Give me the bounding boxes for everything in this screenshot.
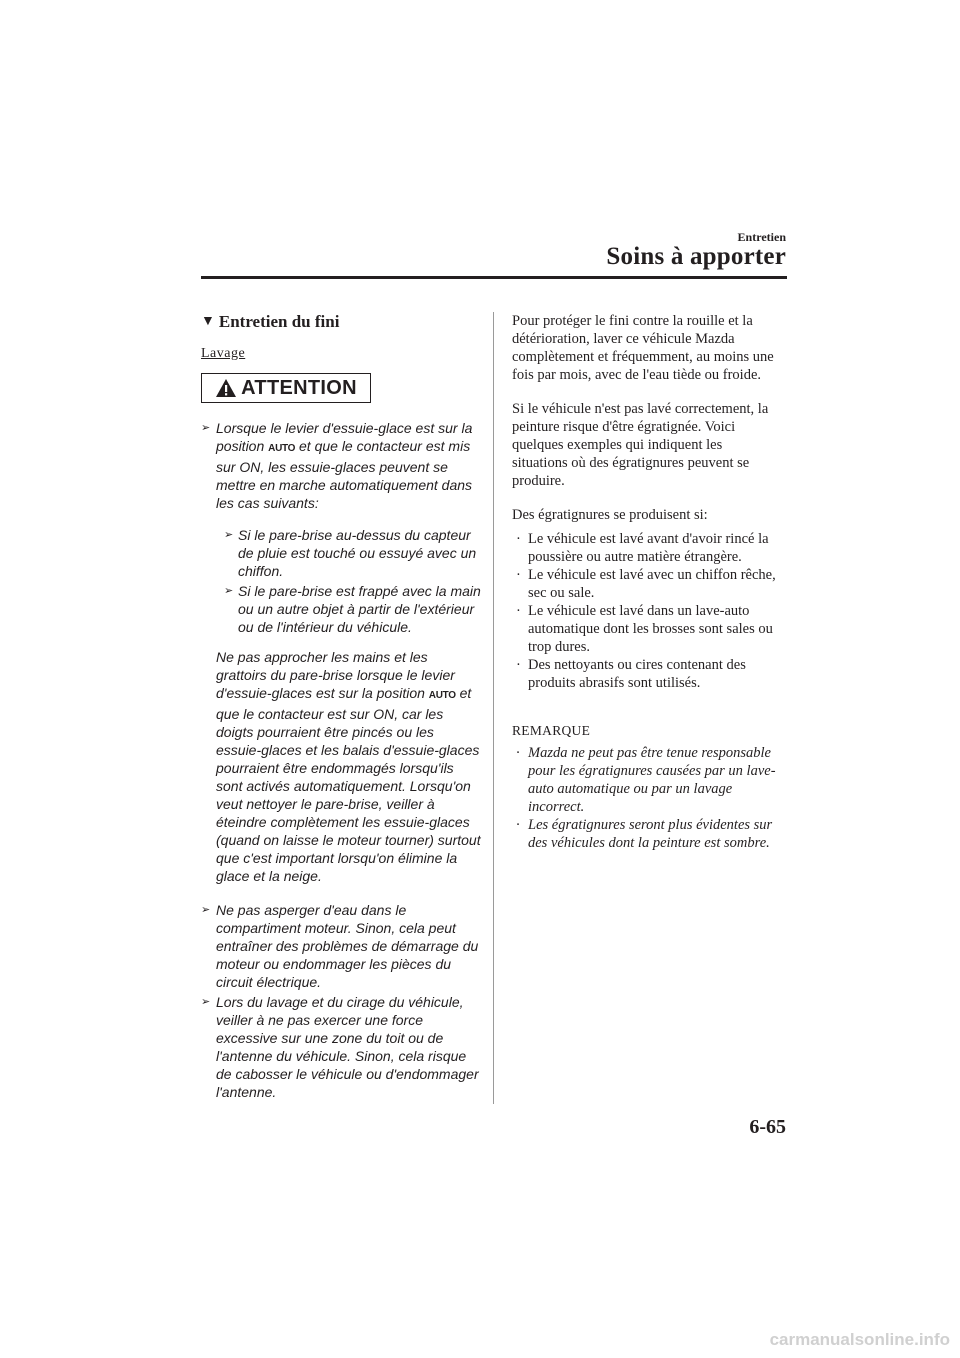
note-title: REMARQUE bbox=[512, 723, 591, 738]
bullet-dot-icon: · bbox=[516, 817, 520, 833]
warning-subitem-text: Si le pare-brise au-dessus du capteur de pluie est touché ou essuyé avec un chiffon. bbox=[238, 527, 477, 579]
section-heading-text: Entretien du fini bbox=[218, 312, 340, 331]
body-paragraph: Des égratignures se produisent si: bbox=[512, 507, 708, 523]
note-item-text: Mazda ne peut pas être tenue responsable pour les égratignures causées par un lave-auto automatique ou par un lavage incorrect. bbox=[528, 745, 776, 815]
left-column bbox=[201, 312, 481, 1101]
triangle-right-icon: ➢ bbox=[224, 529, 234, 541]
auto-symbol: AUTO bbox=[428, 690, 456, 701]
list-item bbox=[512, 530, 780, 566]
warning-subitem-text: Si le pare-brise est frappé avec la main ou un autre objet à partir de l'extérieur ou de l'intérieur du véhicule. bbox=[238, 583, 481, 635]
bullet-dot-icon: · bbox=[516, 745, 520, 761]
bullet-dot-icon: · bbox=[516, 531, 521, 547]
auto-symbol: AUTO bbox=[268, 443, 296, 454]
list-item bbox=[512, 602, 780, 656]
bullet-dot-icon: · bbox=[516, 603, 521, 619]
bullet-dot-icon: · bbox=[516, 567, 521, 583]
triangle-right-icon: ➢ bbox=[201, 904, 211, 916]
warning-item-text: Ne pas asperger d'eau dans le compartiment moteur. Sinon, cela peut entraîner des problèmes de démarrage du moteur ou endommager les pièces du circuit électrique. bbox=[216, 902, 479, 990]
warning-item-text: Lorsque le levier d'essuie-glace est sur la position bbox=[216, 420, 473, 454]
list-item bbox=[512, 566, 780, 602]
list-item bbox=[512, 656, 780, 692]
warning-paragraph bbox=[216, 648, 481, 885]
warning-subitem bbox=[224, 526, 481, 580]
note-item bbox=[512, 816, 780, 852]
warning-item bbox=[201, 419, 481, 885]
attention-label: ATTENTION bbox=[241, 376, 357, 399]
section-heading bbox=[201, 312, 481, 332]
triangle-right-icon: ➢ bbox=[224, 585, 234, 597]
warning-item bbox=[201, 993, 481, 1101]
bullet-dot-icon: · bbox=[516, 657, 521, 673]
right-column bbox=[512, 312, 780, 852]
column-divider bbox=[493, 312, 494, 1104]
warning-subitem bbox=[224, 582, 481, 636]
warning-item-text: et que le contacteur est mis sur ON, les essuie-glaces peuvent se mettre en marche automatiquement dans les cas suivants: bbox=[216, 438, 473, 511]
warning-content bbox=[201, 419, 481, 1101]
note-item bbox=[512, 744, 780, 816]
header-section-label: Entretien bbox=[737, 230, 786, 244]
body-paragraph: Si le véhicule n'est pas lavé correctement, la peinture risque d'être égratignée. Voici quelques exemples qui indiquent les situations où des égratignures peuvent se produire. bbox=[512, 401, 769, 489]
list-item-text: Le véhicule est lavé avec un chiffon rêche, sec ou sale. bbox=[528, 567, 776, 601]
triangle-down-icon: ▼ bbox=[201, 314, 215, 329]
warning-paragraph-text: Ne pas approcher les mains et les grattoirs du pare-brise lorsque le levier d'essuie-glaces est sur la position bbox=[216, 649, 455, 701]
attention-box bbox=[201, 373, 371, 403]
list-item-text: Le véhicule est lavé avant d'avoir rincé la poussière ou autre matière étrangère. bbox=[528, 531, 769, 565]
warning-icon bbox=[215, 378, 237, 398]
note-item-text: Les égratignures seront plus évidentes sur des véhicules dont la peinture est sombre. bbox=[528, 817, 773, 851]
triangle-right-icon: ➢ bbox=[201, 996, 211, 1008]
warning-paragraph-text: et que le contacteur est sur ON, car les doigts pourraient être pincés ou les essuie-glaces et les balais d'essuie-glaces pourraient être endommagés lorsqu'ils sont activés automatiquement. Lorsqu'on veut nettoyer le pare-brise, veiller à éteindre complètement les essuie-glaces (quand on laisse le moteur tourner) surtout que c'est important lorsqu'on élimine la glace et la neige. bbox=[216, 685, 481, 884]
header-title: Soins à apporter bbox=[606, 243, 786, 270]
list-item-text: Le véhicule est lavé dans un lave-auto automatique dont les brosses sont sales ou trop dures. bbox=[528, 603, 773, 655]
warning-item-text: Lors du lavage et du cirage du véhicule, veiller à ne pas exercer une force excessive sur une zone du toit ou de l'antenne du véhicule. Sinon, cela risque de cabosser le véhicule ou d'endommager l'antenne. bbox=[216, 994, 479, 1100]
warning-item bbox=[201, 901, 481, 991]
subheading-lavage: Lavage bbox=[201, 346, 246, 361]
page-number: 6-65 bbox=[749, 1116, 786, 1138]
body-paragraph: Pour protéger le fini contre la rouille et la détérioration, laver ce véhicule Mazda complètement et fréquemment, au moins une fois par mois, avec de l'eau tiède ou froide. bbox=[512, 313, 774, 383]
note-list bbox=[512, 744, 780, 852]
watermark: carmanualsonline.info bbox=[769, 1330, 950, 1349]
header-rule bbox=[201, 276, 787, 279]
list-item-text: Des nettoyants ou cires contenant des produits abrasifs sont utilisés. bbox=[528, 657, 746, 691]
triangle-right-icon: ➢ bbox=[201, 422, 211, 434]
scratch-causes-list bbox=[512, 530, 780, 692]
